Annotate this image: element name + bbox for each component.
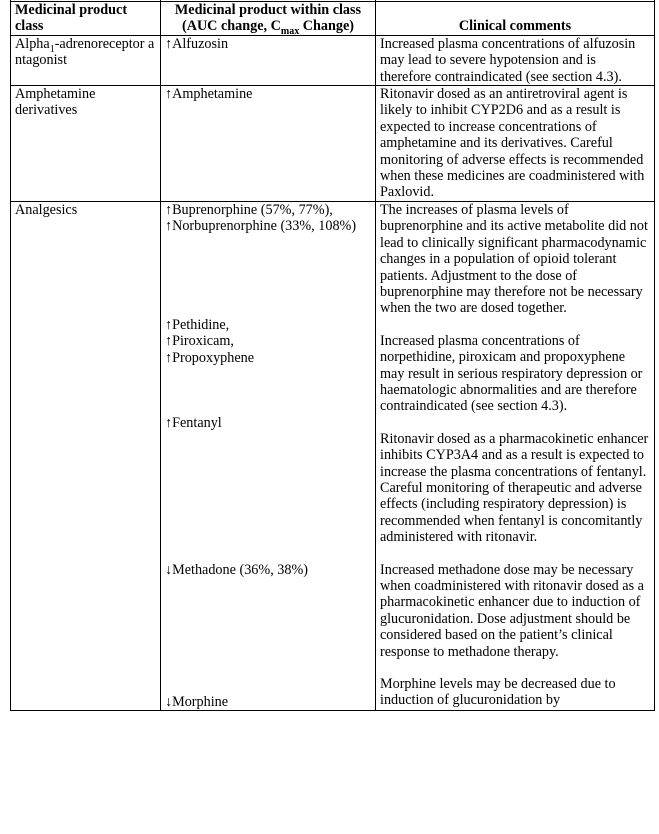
- header-product-within-class: Medicinal product within class (AUC change, $C_{max}$ Change): [161, 2, 376, 36]
- comment-pethidine-group: Increased plasma concentrations of norpethidine, piroxicam and propoxyphene may result in serious respiratory depression or haematologic abnormalities and are therefore contraindicated (see section 4.3).: [380, 332, 643, 415]
- product-alfuzosin: ↑Alfuzosin: [161, 35, 376, 85]
- comments-analgesics: [376, 201, 655, 710]
- product-buprenorphine: ↑Buprenorphine (57%, 77%), ↑Norbuprenorphine (33%, 108%): [165, 201, 357, 235]
- table-header-row: [11, 2, 655, 36]
- product-morphine: ↓Morphine: [165, 693, 229, 710]
- class-alpha-adrenoreceptor: Alpha$_1$-adrenoreceptor antagonist: [11, 35, 161, 85]
- comment-morphine: Morphine levels may be decreased due to induction of glucuronidation by: [380, 676, 616, 709]
- comment-methadone: Increased methadone dose may be necessary when coadministered with ritonavir dosed as a pharmacokinetic enhancer due to induction of glucuronidation. Dose adjustment should be considered based on the patient’s clinical response to methadone therapy.: [380, 561, 644, 660]
- products-analgesics: [161, 201, 376, 710]
- product-fentanyl: ↑Fentanyl: [165, 414, 222, 431]
- document-page: [10, 0, 654, 711]
- class-amphetamine: Amphetamine derivatives: [11, 86, 161, 202]
- comment-fentanyl: Ritonavir dosed as a pharmacokinetic enhancer inhibits CYP3A4 and as a result is expected to increase the plasma concentrations of fentanyl. Careful monitoring of therapeutic and adverse effects (including respiratory depression) is recommended when fentanyl is concomitantly administered with ritonavir.: [380, 430, 649, 546]
- header-product-class: Medicinal product class: [11, 2, 161, 36]
- product-methadone: ↓Methadone (36%, 38%): [165, 562, 309, 579]
- product-pethidine-group: ↑Pethidine, ↑Piroxicam, ↑Propoxyphene: [165, 316, 255, 366]
- table-row: [11, 201, 655, 710]
- comment-amphetamine: Ritonavir dosed as an antiretroviral agent is likely to inhibit CYP2D6 and as a result is expected to increase concentrations of amphetamine and its derivatives. Careful monitoring of adverse effects is recommended when these medicines are coadministered with Paxlovid.: [376, 86, 655, 202]
- comment-buprenorphine: The increases of plasma levels of buprenorphine and its active metabolite did not lead to clinically significant pharmacodynamic changes in a population of opioid tolerant patients. Adjustment to the dose of buprenorphine may therefore not be necessary when the two are dosed together.: [380, 201, 648, 317]
- header-clinical-comments: Clinical comments: [376, 2, 655, 36]
- comment-alfuzosin: Increased plasma concentrations of alfuzosin may lead to severe hypotension and is therefore contraindicated (see section 4.3).: [376, 35, 655, 85]
- table-row: [11, 86, 655, 202]
- product-amphetamine: ↑Amphetamine: [161, 86, 376, 202]
- table-row: [11, 35, 655, 85]
- class-analgesics: Analgesics: [11, 201, 161, 710]
- interaction-table: [10, 0, 655, 711]
